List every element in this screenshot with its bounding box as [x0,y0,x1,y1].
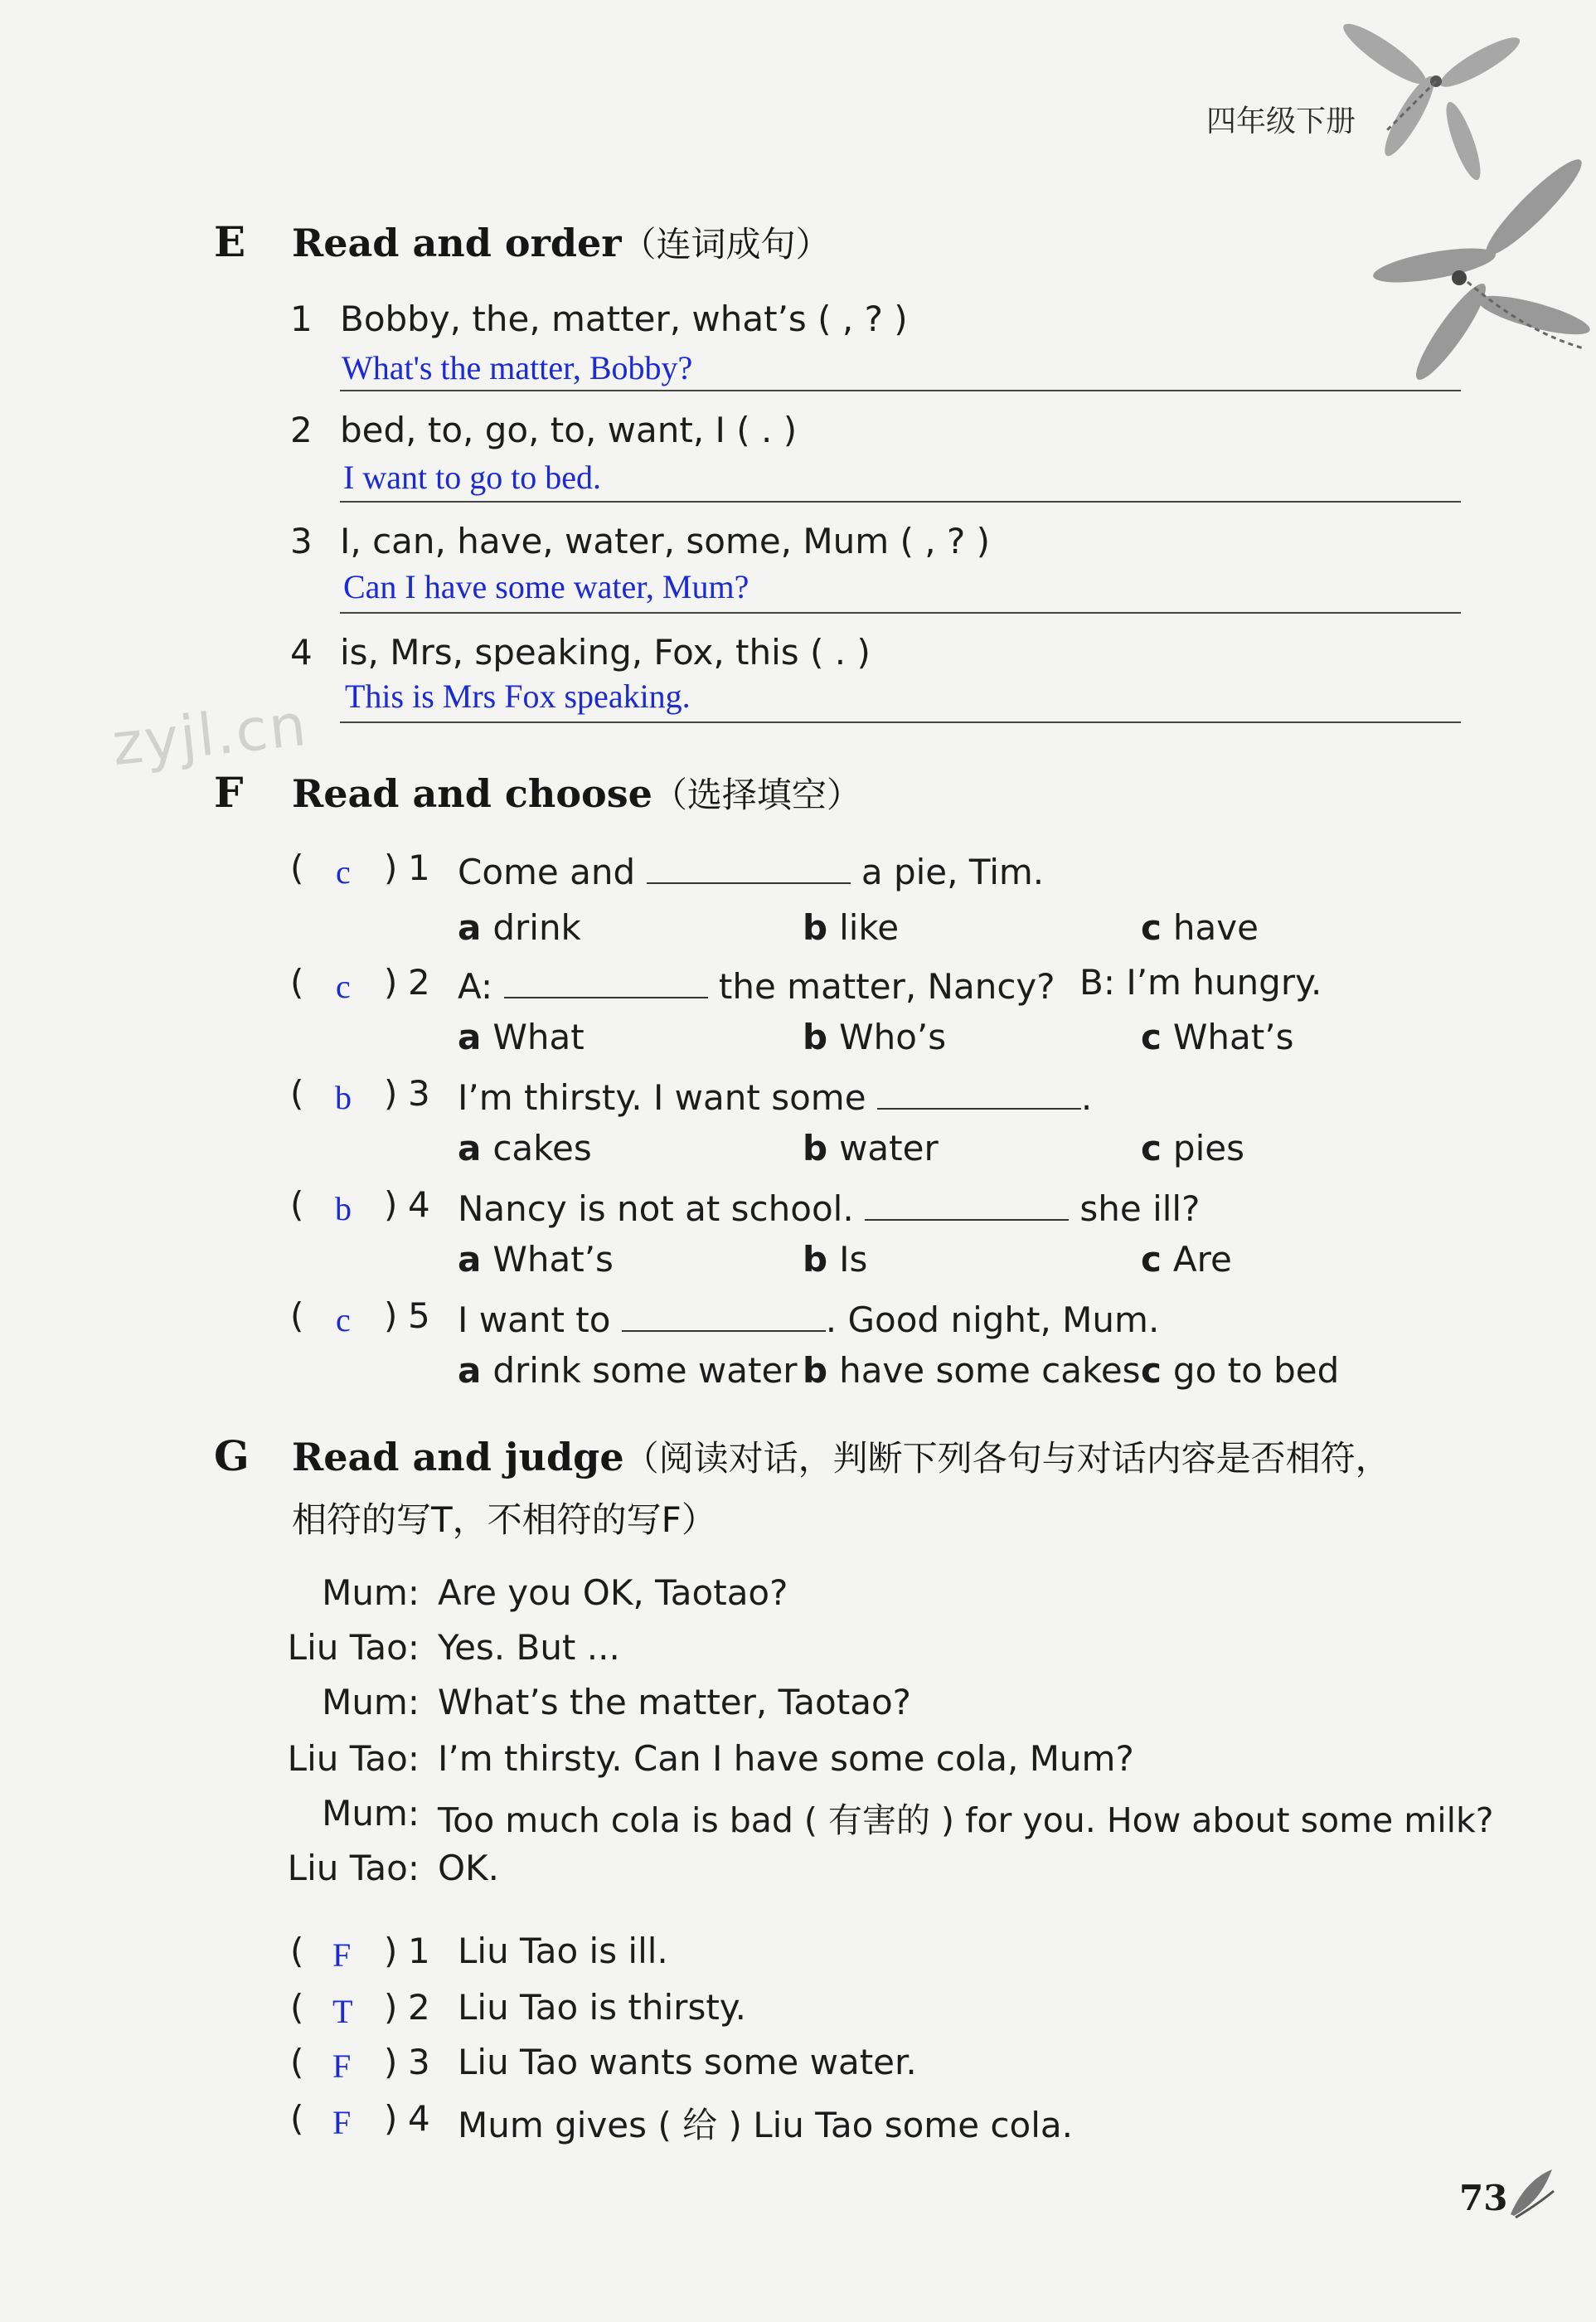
e-item-2-num: 2 [290,410,313,450]
f-item-3-option-c-text: pies [1172,1128,1244,1168]
f-item-2-mark: c [336,968,351,1005]
g-item-3-mark: F [332,2048,352,2085]
g-item-2-answer-box: ( [290,1987,304,2028]
f-item-5-question [458,1295,1159,1340]
section-e-letter: E [214,217,246,266]
option-letter: b [803,1017,828,1057]
f-item-2-num: 2 [408,962,430,1003]
f-item-2-option-c-text: What’s [1172,1017,1294,1057]
f-item-1-option-c-text: have [1172,907,1259,948]
grade-label: 四年级下册 [1206,104,1356,138]
g-item-2-mark: T [332,1993,353,2030]
f-item-1-option-a-text: drink [492,907,581,948]
g-item-4-num: 4 [408,2098,430,2139]
f-item-2-option-a-text: What [492,1017,585,1057]
f-item-2-pre: A: [458,966,493,1007]
dialogue-speaker: Mum: [322,1682,420,1722]
option-letter: a [458,1128,482,1168]
g-item-2-paren-close: ) [384,1987,398,2028]
e-item-2-answer-line [340,501,1461,503]
f-item-5-pre: I want to [458,1299,611,1340]
dialogue-line: OK. [438,1848,499,1888]
section-f-letter: F [214,768,244,817]
f-item-4-option-a [458,1239,614,1280]
f-item-4-option-c [1141,1239,1232,1280]
section-g-subtitle-line2: 相符的写T，不相符的写F） [292,1499,716,1540]
e-item-3-answer: Can I have some water, Mum? [343,568,749,605]
e-item-2-words: bed, to, go, to, want, I ( . ) [340,410,798,450]
e-item-1-answer: What's the matter, Bobby? [342,349,693,386]
f-item-4-option-b-text: Is [839,1239,868,1280]
option-letter: c [1141,907,1162,948]
option-letter: b [803,907,828,948]
section-f-title [292,768,861,818]
f-item-1-pre: Come and [458,852,636,892]
f-item-5-post: . Good night, Mum. [825,1299,1160,1340]
option-letter: a [458,1017,482,1057]
f-item-1-blank [647,848,851,884]
f-item-1-post: a pie, Tim. [861,852,1045,892]
f-item-3-post: . [1080,1077,1093,1118]
option-letter: a [458,1350,482,1391]
f-item-1-option-a [458,907,581,948]
dialogue-speaker: Mum: [322,1793,420,1834]
f-item-5-option-a [458,1350,798,1391]
f-item-5-option-c-text: go to bed [1172,1350,1340,1391]
dialogue-line: Yes. But ... [438,1627,620,1668]
e-item-4-words: is, Mrs, speaking, Fox, this ( . ) [340,632,871,673]
f-item-3-pre: I’m thirsty. I want some [458,1077,866,1118]
f-item-5-option-b-text: have some cakes [839,1350,1141,1391]
e-item-4-num: 4 [290,632,313,673]
f-item-3-num: 3 [408,1073,430,1114]
f-item-3-option-a-text: cakes [492,1128,592,1168]
dialogue-speaker: Liu Tao: [287,1848,420,1888]
f-item-5-option-b [803,1350,1141,1391]
option-letter: a [458,907,482,948]
dialogue-line: Are you OK, Taotao? [438,1572,788,1613]
f-item-2-option-c [1141,1017,1294,1057]
f-item-2-option-b-text: Who’s [839,1017,947,1057]
option-letter: c [1141,1017,1162,1057]
f-item-2-reply: B: I’m hungry. [1079,962,1322,1003]
e-item-2-answer: I want to go to bed. [343,459,602,496]
section-f-subtitle: （选择填空） [652,775,861,815]
section-e-title [292,217,831,267]
page-number: 73 [1459,2178,1508,2218]
f-item-2-answer-box: ( [290,962,304,1003]
f-item-1-mark: c [336,853,351,891]
option-letter: c [1141,1350,1162,1391]
f-item-3-question [458,1073,1092,1118]
f-item-4-option-a-text: What’s [492,1239,614,1280]
f-item-3-paren-close: ) [384,1073,398,1114]
g-item-1-answer-box: ( [290,1931,304,1971]
f-item-1-answer-box: ( [290,848,304,888]
section-e-subtitle: （连词成句） [621,224,831,265]
g-item-3-num: 3 [408,2042,430,2082]
g-item-3-paren-close: ) [384,2042,398,2082]
f-item-1-num: 1 [408,848,430,888]
f-item-4-question [458,1184,1200,1229]
f-item-5-option-a-text: drink some water [492,1350,798,1391]
g-item-3-text: Liu Tao wants some water. [458,2042,917,2082]
f-item-4-paren-close: ) [384,1184,398,1225]
f-item-5-mark: c [336,1301,351,1338]
f-item-5-num: 5 [408,1295,430,1336]
e-item-3-answer-line [340,612,1461,614]
option-letter: c [1141,1128,1162,1168]
option-letter: a [458,1239,482,1280]
e-item-4-answer-line [340,721,1461,723]
f-item-4-num: 4 [408,1184,430,1225]
f-item-4-option-c-text: Are [1172,1239,1232,1280]
section-e-title-text: Read and order [292,221,622,265]
e-item-1-answer-line [340,390,1461,391]
f-item-4-post: she ill? [1079,1188,1201,1229]
e-item-4-answer: This is Mrs Fox speaking. [345,678,691,715]
f-item-1-option-c [1141,907,1259,948]
f-item-1-question [458,848,1044,892]
e-item-1-words: Bobby, the, matter, what’s ( , ? ) [340,299,908,339]
f-item-4-pre: Nancy is not at school. [458,1188,854,1229]
f-item-2-blank [504,962,708,998]
f-item-3-blank [877,1073,1081,1110]
f-item-1-paren-close: ) [384,848,398,888]
dialogue-speaker: Liu Tao: [287,1627,420,1668]
g-item-3-answer-box: ( [290,2042,304,2082]
e-item-3-num: 3 [290,521,313,561]
f-item-2-paren-close: ) [384,962,398,1003]
f-item-1-option-b [803,907,899,948]
e-item-3-words: I, can, have, water, some, Mum ( , ? ) [340,521,990,561]
f-item-2-option-b [803,1017,946,1057]
f-item-1-option-b-text: like [839,907,900,948]
f-item-3-option-a [458,1128,592,1168]
f-item-4-answer-box: ( [290,1184,304,1225]
f-item-4-blank [865,1184,1069,1221]
section-g-title [292,1431,1390,1481]
dialogue-speaker: Mum: [322,1572,420,1613]
g-item-1-paren-close: ) [384,1931,398,1971]
f-item-4-option-b [803,1239,867,1280]
f-item-5-paren-close: ) [384,1295,398,1336]
f-item-3-option-b-text: water [839,1128,939,1168]
f-item-2-option-a [458,1017,585,1057]
g-item-4-mark: F [332,2104,352,2141]
f-item-2-post: the matter, Nancy? [718,966,1055,1007]
dialogue-speaker: Liu Tao: [287,1738,420,1779]
dragonfly-decoration-icon [1343,17,1592,431]
f-item-4-mark: b [335,1190,352,1227]
f-item-2-question [458,962,1055,1007]
f-item-5-option-c [1141,1350,1339,1391]
f-item-3-answer-box: ( [290,1073,304,1114]
f-item-3-option-c [1141,1128,1244,1168]
section-f-title-text: Read and choose [292,771,652,816]
dialogue-line: What’s the matter, Taotao? [438,1682,911,1722]
f-item-5-answer-box: ( [290,1295,304,1336]
g-item-4-answer-box: ( [290,2098,304,2139]
dialogue-line: Too much cola is bad ( 有害的 ) for you. How about some milk? [438,1800,1494,1840]
g-item-2-num: 2 [408,1987,430,2028]
watermark: zyjl.cn [109,690,311,780]
leaf-icon [1507,2166,1555,2219]
section-g-title-text: Read and judge [292,1435,624,1479]
g-item-4-paren-close: ) [384,2098,398,2139]
option-letter: c [1141,1239,1162,1280]
f-item-3-mark: b [335,1079,352,1116]
section-g-subtitle-line1: （阅读对话，判断下列各句与对话内容是否相符， [623,1438,1390,1479]
dialogue-line: I’m thirsty. Can I have some cola, Mum? [438,1738,1134,1779]
g-item-2-text: Liu Tao is thirsty. [458,1987,747,2028]
g-item-1-mark: F [332,1936,352,1974]
option-letter: b [803,1128,828,1168]
section-g-letter: G [214,1431,250,1480]
e-item-1-num: 1 [290,299,313,339]
f-item-3-option-b [803,1128,939,1168]
g-item-1-num: 1 [408,1931,430,1971]
f-item-5-blank [622,1295,826,1332]
option-letter: b [803,1239,828,1280]
option-letter: b [803,1350,828,1391]
g-item-1-text: Liu Tao is ill. [458,1931,668,1971]
g-item-4-text: Mum gives ( 给 ) Liu Tao some cola. [458,2105,1073,2145]
